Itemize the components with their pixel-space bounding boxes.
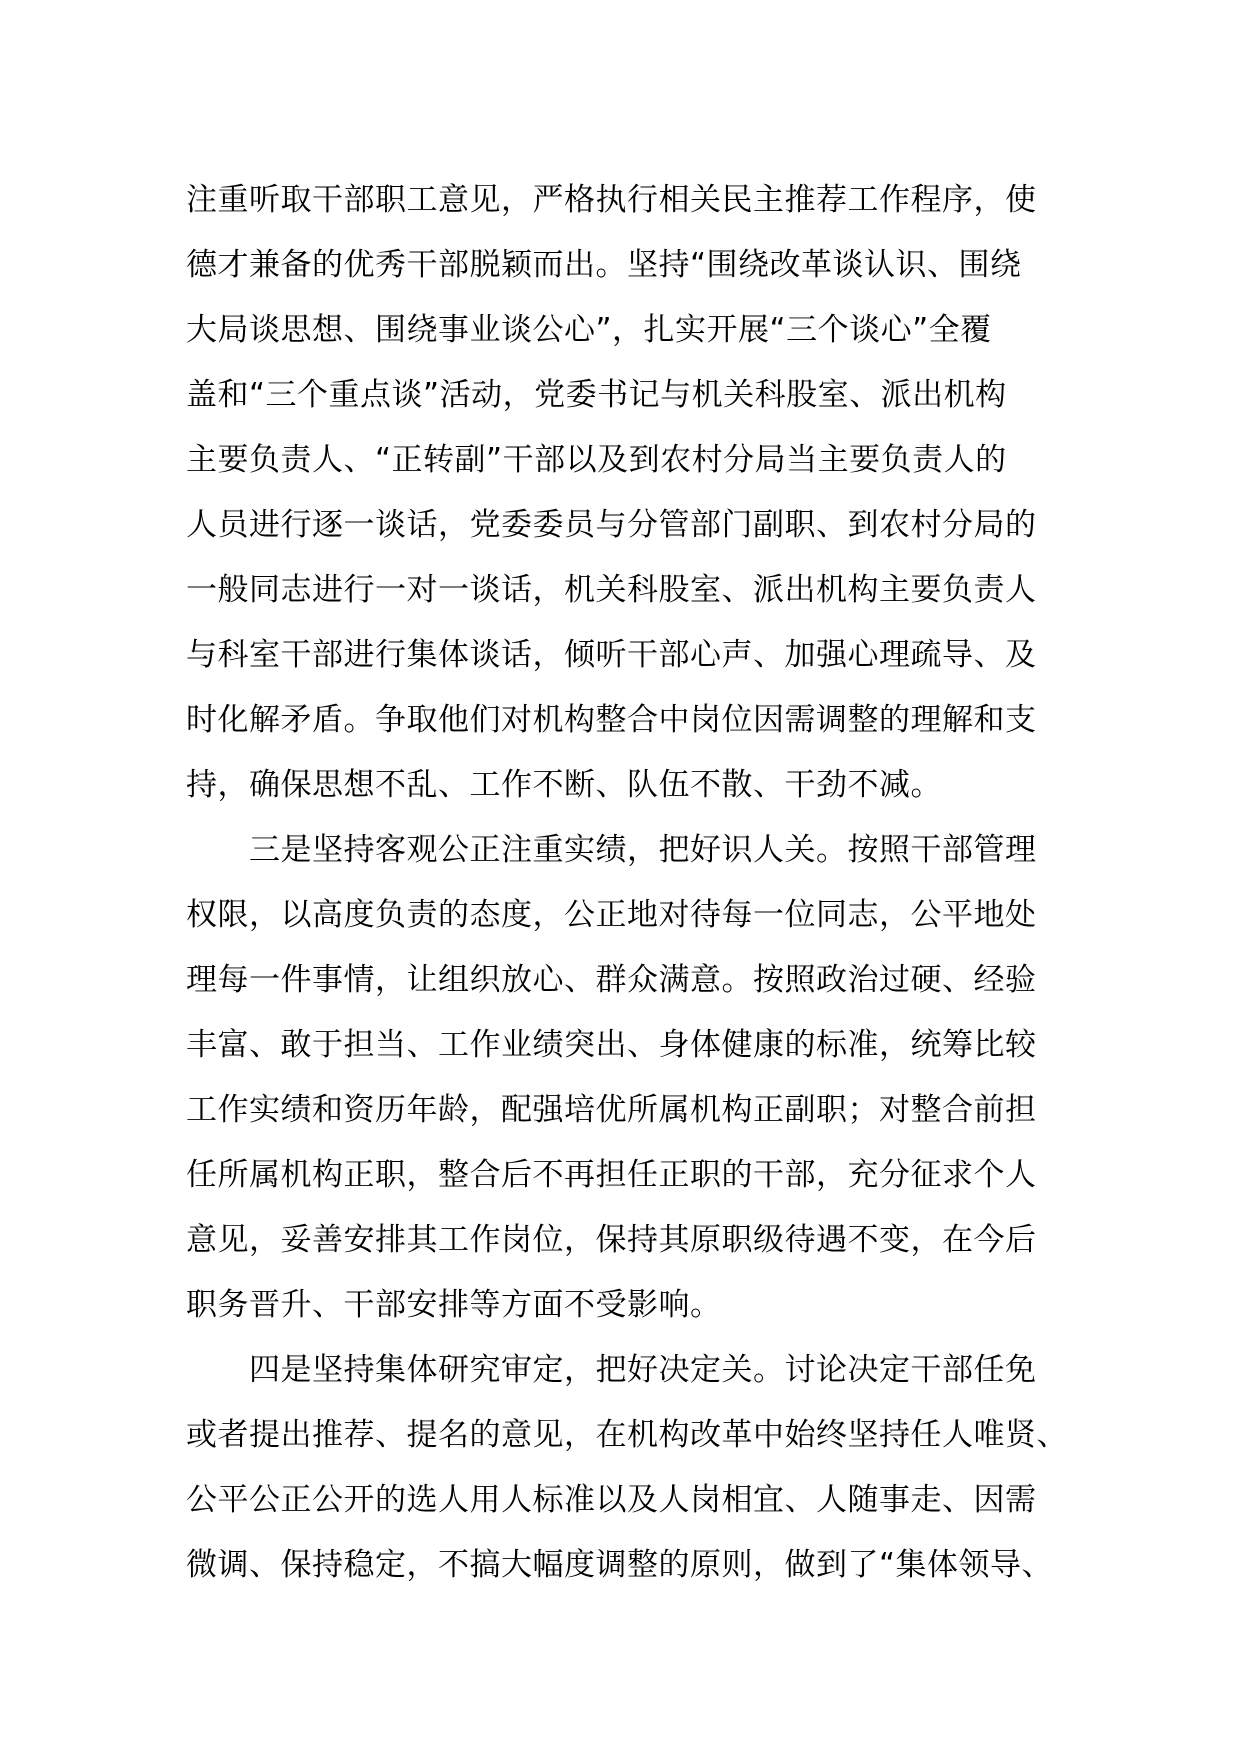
text-line: 注重听取干部职工意见，严格执行相关民主推荐工作程序，使 <box>186 182 1037 218</box>
text-line: 时化解矛盾。争取他们对机构整合中岗位因需调整的理解和支 <box>186 702 1037 738</box>
paragraph-start-line: 四是坚持集体研究审定，把好决定关。讨论决定干部任免 <box>186 1352 1037 1388</box>
text-line: 意见，妥善安排其工作岗位，保持其原职级待遇不变，在今后 <box>186 1222 1037 1258</box>
paragraph-start-line: 三是坚持客观公正注重实绩，把好识人关。按照干部管理 <box>186 832 1037 868</box>
text-line: 持，确保思想不乱、工作不断、队伍不散、干劲不减。 <box>186 767 942 803</box>
text-line: 盖和“三个重点谈”活动，党委书记与机关科股室、派出机构 <box>186 377 1007 413</box>
text-line: 一般同志进行一对一谈话，机关科股室、派出机构主要负责人 <box>186 572 1037 608</box>
text-line: 大局谈思想、围绕事业谈公心”，扎实开展“三个谈心”全覆 <box>186 312 992 348</box>
text-line: 工作实绩和资历年龄，配强培优所属机构正副职；对整合前担 <box>186 1092 1037 1128</box>
text-line: 丰富、敢于担当、工作业绩突出、身体健康的标准，统筹比较 <box>186 1027 1037 1063</box>
body-text <box>186 168 1076 1598</box>
text-line: 公平公正公开的选人用人标准以及人岗相宜、人随事走、因需 <box>186 1482 1037 1518</box>
text-line: 人员进行逐一谈话，党委委员与分管部门副职、到农村分局的 <box>186 507 1037 543</box>
text-line: 任所属机构正职，整合后不再担任正职的干部，充分征求个人 <box>186 1157 1037 1193</box>
text-line: 微调、保持稳定，不搞大幅度调整的原则，做到了“集体领导、 <box>186 1547 1054 1583</box>
text-line: 权限，以高度负责的态度，公正地对待每一位同志，公平地处 <box>186 897 1037 933</box>
text-line: 理每一件事情，让组织放心、群众满意。按照政治过硬、经验 <box>186 962 1037 998</box>
text-line: 德才兼备的优秀干部脱颖而出。坚持“围绕改革谈认识、围绕 <box>186 247 1022 283</box>
text-line: 与科室干部进行集体谈话，倾听干部心声、加强心理疏导、及 <box>186 637 1037 673</box>
text-line: 职务晋升、干部安排等方面不受影响。 <box>186 1287 722 1323</box>
text-line: 主要负责人、“正转副”干部以及到农村分局当主要负责人的 <box>186 442 1007 478</box>
text-line: 或者提出推荐、提名的意见，在机构改革中始终坚持任人唯贤、 <box>186 1417 1068 1453</box>
